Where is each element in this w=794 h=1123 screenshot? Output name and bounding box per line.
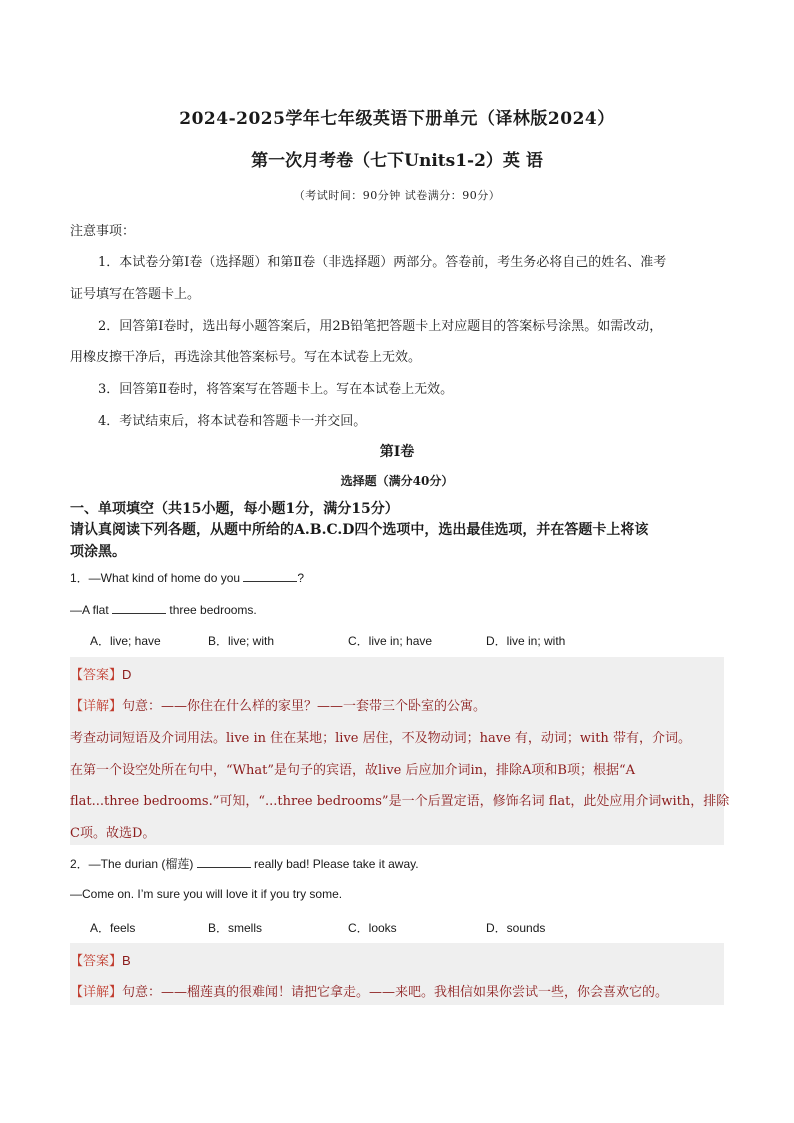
question-2-option-b: B．smells bbox=[208, 921, 263, 935]
note-item-1: 1．本试卷分第Ⅰ卷（选择题）和第Ⅱ卷（非选择题）两部分。答卷前，考生务必将自己的姓名、准考 bbox=[98, 255, 667, 270]
note-item-2: 2．回答第Ⅰ卷时，选出每小题答案后，用2B铅笔把答题卡上对应题目的答案标号涂黑。如需改动， bbox=[98, 319, 663, 334]
question-1-detail-line-3: 在第一个设空处所在句中，“What”是句子的宾语，故live 后应加介词in，排除A项和B项；根据“A bbox=[70, 763, 635, 778]
note-item-1-cont: 证号填写在答题卡上。 bbox=[70, 287, 201, 302]
section-instruction-cont: 项涂黑。 bbox=[70, 544, 126, 560]
blank bbox=[243, 569, 297, 582]
question-2-line-2: —Come on. I’m sure you will love it if you try some. bbox=[70, 887, 343, 901]
part-heading: 选择题（满分40分） bbox=[340, 474, 454, 488]
question-2-line-1: 2．—The durian (榴莲) really bad! Please take it away. bbox=[70, 857, 419, 871]
question-1-detail-line-4: flat...three bedrooms.”可知，“...three bedrooms”是一个后置定语，修饰名词 flat，此处应用介词with，排除 bbox=[70, 794, 730, 809]
question-2-option-a: A．feels bbox=[90, 921, 136, 935]
exam-subtitle: 第一次月考卷（七下Units1-2）英 语 bbox=[251, 151, 543, 171]
question-2-option-c: C．looks bbox=[348, 921, 397, 935]
question-2-option-d: D．sounds bbox=[486, 921, 546, 935]
question-1-detail-line-5: C项。故选D。 bbox=[70, 826, 156, 841]
question-1-detail-line-1: 【详解】句意：——你住在什么样的家里？——一套带三个卧室的公寓。 bbox=[70, 699, 487, 714]
exam-time-info: （考试时间：90分钟 试卷满分：90分） bbox=[293, 189, 501, 202]
blank bbox=[112, 601, 166, 614]
question-1-line-2: —A flat three bedrooms. bbox=[70, 603, 257, 617]
question-1-option-d: D．live in; with bbox=[486, 634, 566, 648]
question-1-answer: 【答案】D bbox=[70, 667, 132, 683]
note-item-3: 3．回答第Ⅱ卷时，将答案写在答题卡上。写在本试卷上无效。 bbox=[98, 382, 454, 397]
section-heading: 一、单项填空（共15小题，每小题1分，满分15分） bbox=[70, 501, 399, 517]
notes-heading: 注意事项： bbox=[70, 224, 136, 239]
question-1-detail-line-2: 考查动词短语及介词用法。live in 住在某地；live 居住，不及物动词；have 有，动词；with 带有，介词。 bbox=[70, 731, 691, 746]
note-item-2-cont: 用橡皮擦干净后，再选涂其他答案标号。写在本试卷上无效。 bbox=[70, 350, 422, 365]
question-2-answer: 【答案】B bbox=[70, 953, 131, 969]
question-1-line-1: 1．—What kind of home do you ? bbox=[70, 571, 305, 585]
blank bbox=[197, 855, 251, 868]
question-1-answer-block bbox=[70, 657, 730, 845]
exam-title: 2024-2025学年七年级英语下册单元（译林版2024） bbox=[179, 109, 615, 129]
note-item-4: 4．考试结束后，将本试卷和答题卡一并交回。 bbox=[98, 414, 367, 429]
question-2-detail-line-1: 【详解】句意：——榴莲真的很难闻！请把它拿走。——来吧。我相信如果你尝试一些，你会喜欢它的。 bbox=[70, 985, 669, 1000]
question-1-option-b: B．live; with bbox=[208, 634, 275, 648]
question-1-option-c: C．live in; have bbox=[348, 634, 433, 648]
question-1-option-a: A．live; have bbox=[90, 634, 161, 648]
question-2-answer-block bbox=[70, 943, 724, 1005]
volume-heading: 第Ⅰ卷 bbox=[379, 444, 415, 460]
section-instruction: 请认真阅读下列各题，从题中所给的A.B.C.D四个选项中，选出最佳选项，并在答题卡上将该 bbox=[70, 522, 649, 538]
